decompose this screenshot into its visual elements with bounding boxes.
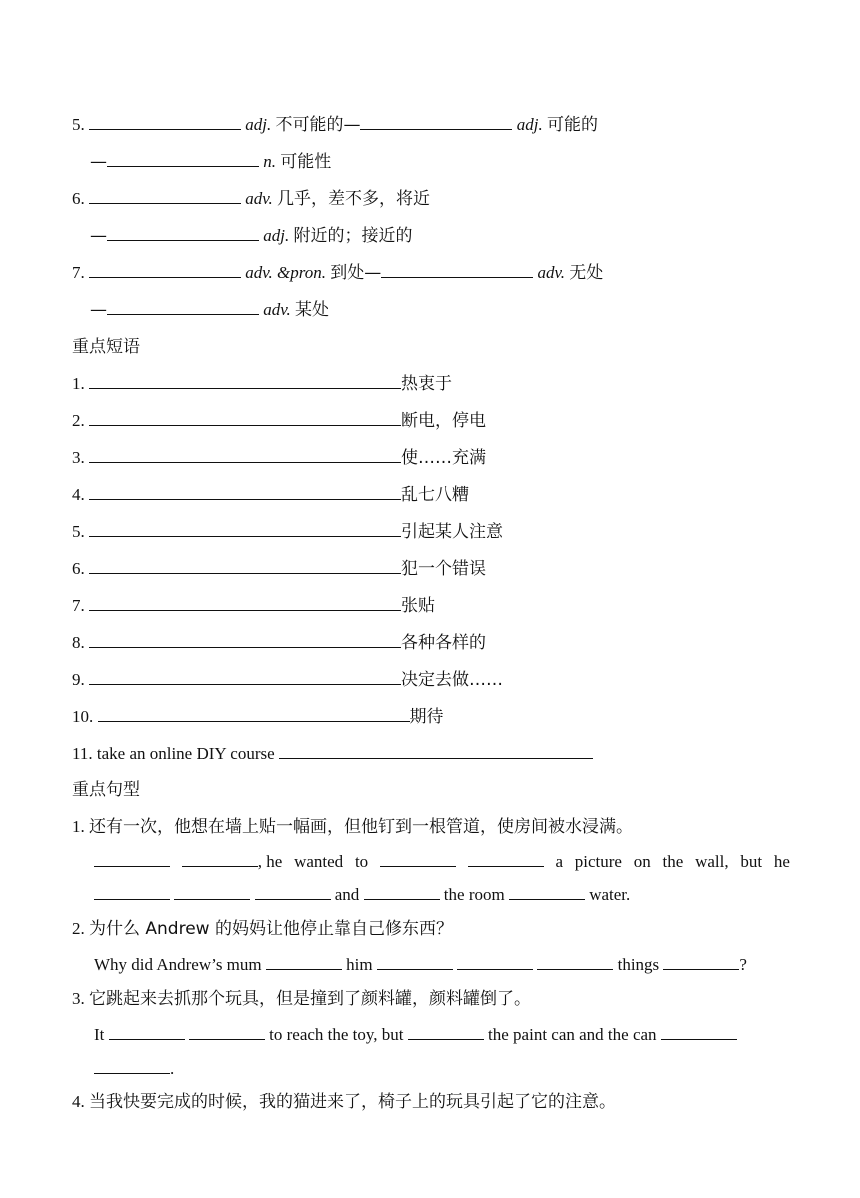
sentence-text: to [354, 852, 369, 871]
phrase-item [72, 410, 486, 432]
answer-blank[interactable] [89, 188, 241, 204]
part-of-speech: n. [263, 152, 276, 171]
answer-blank[interactable] [377, 954, 453, 970]
sentence-text: picture [574, 852, 622, 871]
phrase-item [72, 447, 486, 469]
chinese-meaning: 决定去做…… [401, 670, 503, 690]
chinese-sentence: 它跳起来去抓那个玩具，但是撞到了颜料罐，颜料罐倒了。 [89, 989, 531, 1009]
answer-blank[interactable] [537, 954, 613, 970]
answer-blank[interactable] [94, 851, 170, 867]
phrase-item [72, 743, 593, 765]
chinese-meaning: 到处— [330, 263, 382, 283]
sentence-text: and [334, 885, 360, 904]
chinese-sentence: 还有一次，他想在墙上贴一幅画，但他钉到一根管道，使房间被水浸满。 [89, 817, 633, 837]
item-number: 3. [72, 448, 85, 467]
item-number: 4. [72, 1092, 85, 1111]
phrase-item [72, 373, 452, 395]
sentence-prompt [72, 988, 531, 1010]
answer-blank[interactable] [89, 521, 401, 537]
part-of-speech: adv. [245, 189, 273, 208]
answer-blank[interactable] [457, 954, 533, 970]
chinese-meaning: 可能的 [546, 115, 598, 135]
answer-blank[interactable] [98, 706, 410, 722]
part-of-speech: adj. [245, 115, 272, 134]
answer-blank[interactable] [189, 1024, 265, 1040]
answer-blank[interactable] [107, 151, 259, 167]
item-number: 6. [72, 559, 85, 578]
answer-blank[interactable] [279, 743, 593, 759]
chinese-meaning: 乱七八糟 [401, 485, 469, 505]
item-number: 2. [72, 411, 85, 430]
item-number: 6. [72, 189, 85, 208]
phrase-item [72, 521, 503, 543]
item-number: 8. [72, 633, 85, 652]
sentence-text: wanted [294, 852, 344, 871]
phrase-item [72, 558, 486, 580]
answer-blank[interactable] [509, 884, 585, 900]
answer-blank[interactable] [89, 669, 401, 685]
english-phrase: take an online DIY course [96, 744, 275, 763]
answer-blank[interactable] [89, 373, 401, 389]
sentence-prompt [72, 918, 453, 940]
chinese-meaning: 犯一个错误 [401, 559, 486, 579]
sentence-text: on [633, 852, 651, 871]
answer-blank[interactable] [89, 632, 401, 648]
chinese-meaning: 热衷于 [401, 374, 452, 394]
answer-blank[interactable] [174, 884, 250, 900]
chinese-meaning: 可能性 [280, 152, 332, 172]
chinese-meaning: 引起某人注意 [401, 522, 503, 542]
sentence-answer-line [94, 1024, 737, 1046]
sentence-text: It [94, 1025, 105, 1044]
answer-blank[interactable] [107, 225, 259, 241]
sentence-text: , he [257, 852, 283, 871]
answer-blank[interactable] [381, 262, 533, 278]
answer-blank[interactable] [255, 884, 331, 900]
vocab-item-7 [72, 262, 603, 284]
sentence-answer-line [94, 954, 747, 976]
chinese-meaning: 断电，停电 [401, 411, 486, 431]
answer-blank[interactable] [182, 851, 258, 867]
item-number: 1. [72, 374, 85, 393]
sentence-text: things [617, 955, 660, 974]
part-of-speech: adv. [263, 300, 291, 319]
sentence-text: the room [443, 885, 505, 904]
answer-blank[interactable] [468, 851, 544, 867]
answer-blank[interactable] [89, 558, 401, 574]
item-number: 10. [72, 707, 94, 726]
sentence-text: Why did Andrew’s mum [94, 955, 262, 974]
answer-blank[interactable] [360, 114, 512, 130]
chinese-sentence: 为什么 Andrew 的妈妈让他停止靠自己修东西？ [89, 919, 453, 939]
sentence-text: but [740, 852, 763, 871]
chinese-meaning: 不可能的— [275, 115, 361, 135]
chinese-meaning: 期待 [409, 707, 444, 727]
dash: — [90, 226, 107, 246]
answer-blank[interactable] [89, 484, 401, 500]
vocab-derivative [90, 151, 331, 173]
sentence-prompt [72, 816, 633, 838]
sentence-text: the [662, 852, 684, 871]
part-of-speech: adj. [516, 115, 543, 134]
chinese-meaning: 附近的；接近的 [293, 226, 413, 246]
answer-blank[interactable] [89, 410, 401, 426]
sentence-text: to reach the toy, but [269, 1025, 404, 1044]
sentence-text: the paint can and the can [488, 1025, 657, 1044]
sentence-answer-line [94, 884, 630, 906]
item-number: 4. [72, 485, 85, 504]
phrase-item [72, 669, 503, 691]
item-number: 3. [72, 989, 85, 1008]
vocab-item-6 [72, 188, 430, 210]
answer-blank[interactable] [661, 1024, 737, 1040]
dash: — [90, 152, 107, 172]
chinese-meaning: 使……充满 [401, 448, 486, 468]
sentence-text: . [170, 1059, 175, 1078]
sentence-answer-line [94, 1058, 174, 1080]
sentence-text: a [555, 852, 564, 871]
chinese-meaning: 某处 [295, 300, 330, 320]
chinese-meaning: 张贴 [401, 596, 435, 616]
phrase-item [72, 706, 444, 728]
sentence-text: water. [589, 885, 631, 904]
sentence-text: he [773, 852, 790, 871]
chinese-meaning: 各种各样的 [401, 633, 486, 653]
answer-blank[interactable] [408, 1024, 484, 1040]
answer-blank[interactable] [109, 1024, 185, 1040]
phrase-item [72, 595, 435, 617]
item-number: 11. [72, 744, 93, 763]
chinese-meaning: 无处 [569, 263, 604, 283]
vocab-item-5 [72, 114, 598, 136]
sentence-text: him [346, 955, 373, 974]
answer-blank[interactable] [380, 851, 456, 867]
answer-blank[interactable] [94, 1058, 170, 1074]
answer-blank[interactable] [89, 595, 401, 611]
part-of-speech: adj. [263, 226, 290, 245]
item-number: 2. [72, 919, 85, 938]
dash: — [90, 300, 107, 320]
item-number: 7. [72, 596, 85, 615]
sentence-text: ? [739, 955, 747, 974]
sentence-prompt [72, 1091, 616, 1113]
sentence-answer-line [94, 851, 790, 873]
answer-blank[interactable] [89, 114, 241, 130]
vocab-derivative [90, 225, 412, 247]
answer-blank[interactable] [89, 447, 401, 463]
answer-blank[interactable] [94, 884, 170, 900]
sentence-text: wall, [695, 852, 729, 871]
answer-blank[interactable] [663, 954, 739, 970]
answer-blank[interactable] [89, 262, 241, 278]
section-heading-phrases: 重点短语 [72, 337, 140, 357]
answer-blank[interactable] [266, 954, 342, 970]
item-number: 1. [72, 817, 85, 836]
answer-blank[interactable] [107, 299, 259, 315]
vocab-derivative [90, 299, 329, 321]
item-number: 5. [72, 522, 85, 541]
phrase-item [72, 632, 486, 654]
item-number: 5. [72, 115, 85, 134]
answer-blank[interactable] [364, 884, 440, 900]
chinese-meaning: 几乎，差不多，将近 [277, 189, 431, 209]
section-heading-sentences: 重点句型 [72, 780, 140, 800]
chinese-sentence: 当我快要完成的时候，我的猫进来了，椅子上的玩具引起了它的注意。 [89, 1092, 616, 1112]
item-number: 7. [72, 263, 85, 282]
phrase-item [72, 484, 469, 506]
part-of-speech: adv. [537, 263, 566, 282]
part-of-speech: adv. &pron. [245, 263, 326, 282]
item-number: 9. [72, 670, 85, 689]
